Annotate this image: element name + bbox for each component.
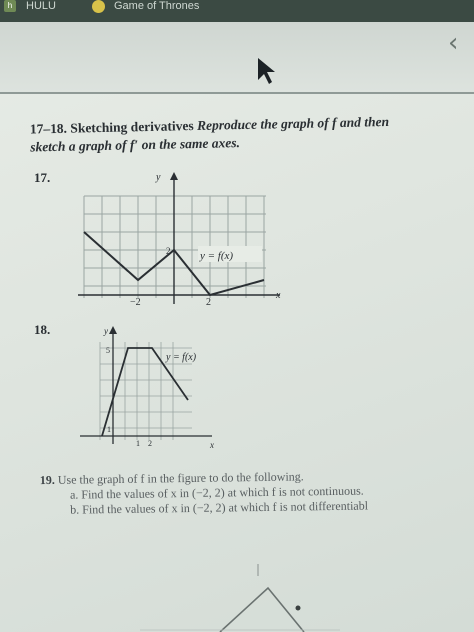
problem-18-function-label: y = f(x) <box>166 352 197 363</box>
tab-game-of-thrones[interactable]: Game of Thrones <box>114 0 200 12</box>
problem-17-function-label: y = f(x) <box>200 250 234 262</box>
problem-17-y-arrow-icon <box>170 172 178 180</box>
hulu-favicon-icon: h <box>4 0 16 12</box>
game-of-thrones-favicon-icon <box>92 0 105 13</box>
problem-18-tick-y1: 1 <box>107 425 111 434</box>
problem-17-graph <box>70 168 290 308</box>
problem-17-x-label: x <box>276 290 281 301</box>
heading-bold-title: Sketching derivatives <box>70 118 194 136</box>
problem-18-graph <box>70 320 230 450</box>
problem-18-y-arrow-icon <box>109 326 117 334</box>
problem-18-x-label: x <box>210 440 214 450</box>
mouse-cursor-icon <box>254 54 278 86</box>
problem-18-tick-y5: 5 <box>106 346 110 355</box>
problem-19-number: 19. <box>39 472 55 488</box>
browser-tab-bar <box>0 0 474 22</box>
problem-17-tick-xneg2: −2 <box>130 297 141 308</box>
problem-19-part-a: a. Find the values of x in (−2, 2) at which f is not continuous. <box>69 483 364 502</box>
problem-19 <box>40 467 474 518</box>
problem-17-y-label: y <box>156 172 161 183</box>
problem-17-tick-y2: 2 <box>166 246 171 256</box>
divider <box>0 92 474 94</box>
problem-18-y-label: y <box>104 326 108 336</box>
back-chevron-icon[interactable]: ‹ <box>448 28 459 58</box>
tab-hulu[interactable]: HULU <box>26 0 56 12</box>
problem-18-tick-x2: 2 <box>148 439 152 448</box>
problem-17-number: 17. <box>34 170 51 185</box>
heading-text-line2: sketch a graph of f′ on the same axes. <box>30 135 241 155</box>
problem-18-tick-x1: 1 <box>136 439 140 448</box>
section-heading <box>30 112 461 157</box>
problem-17-tick-x2: 2 <box>206 297 211 308</box>
problem-19-part-b: b. Find the values of x in (−2, 2) at which f is not differentiabl <box>70 498 369 517</box>
heading-text-line1: Reproduce the graph of f and then <box>196 113 390 134</box>
problem-19-intro: Use the graph of f in the figure to do the following. <box>57 469 304 487</box>
problem-19-graph-fragment <box>140 560 340 632</box>
browser-content-top <box>0 22 474 92</box>
heading-range: 17–18. <box>29 120 68 137</box>
problem-18-number: 18. <box>34 322 51 337</box>
